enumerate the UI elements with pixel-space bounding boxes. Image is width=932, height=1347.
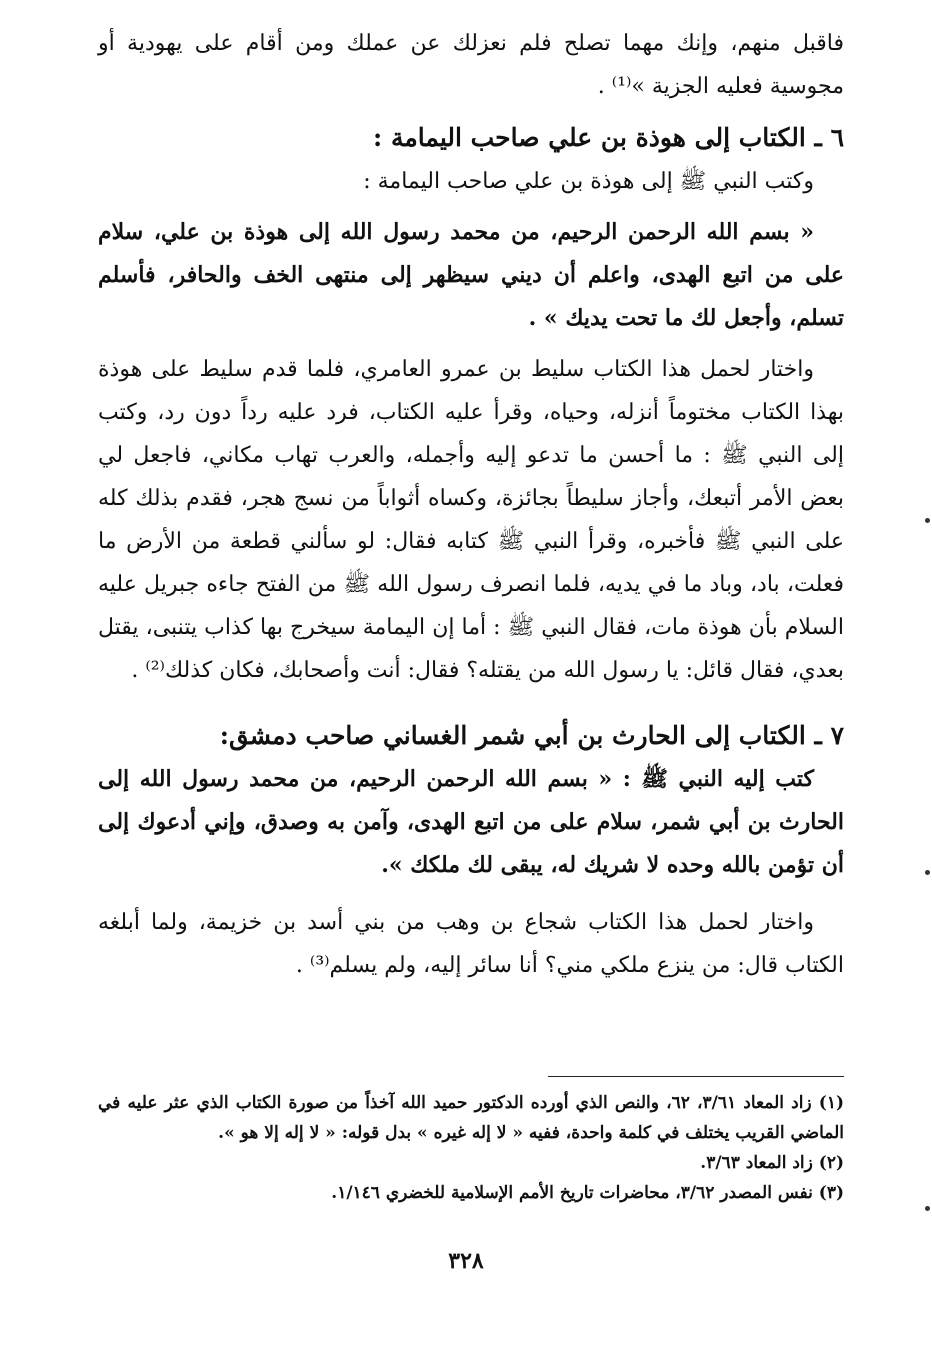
section-7-heading: ٧ ـ الكتاب إلى الحارث بن أبي شمر الغساني صاحب دمشق: [219,721,844,750]
footnote-divider [548,1076,844,1077]
section-7-narrative: واختار لحمل هذا الكتاب شجاع بن وهب من بني أسد بن خزيمة، ولما أبلغه الكتاب قال: من ينزع ملكي مني؟ أنا سائر إليه، ولم يسلم⁽³⁾ . [98,910,844,978]
margin-speck [925,518,930,523]
section-6-letter: « بسم الله الرحمن الرحيم، من محمد رسول الله إلى هوذة بن علي، سلام على من اتبع الهدى، واعلم أن ديني سيظهر إلى منتهى الخف والحافر، فأسلم تسلم، وأجعل لك ما تحت يديك » . [98,219,844,331]
page-number: ٣٢٨ [448,1248,484,1274]
footnote-2: (٢) زاد المعاد ٣/٦٣. [700,1153,844,1173]
page-body [98,22,844,987]
section-7-letter: كتب إليه النبي ﷺ : « بسم الله الرحمن الرحيم، من محمد رسول الله إلى الحارث بن أبي شمر، سلام على من اتبع الهدى، وآمن به وصدق، وإني أدعوك إلى أن تؤمن بالله وحده لا شريك له، يبقى لك ملكك ». [98,766,844,878]
footnotes [98,1088,844,1208]
section-6-lead: وكتب النبي ﷺ إلى هوذة بن علي صاحب اليمامة : [363,169,814,194]
margin-speck [925,1206,930,1211]
section-6-narrative: واختار لحمل هذا الكتاب سليط بن عمرو العامري، فلما قدم سليط على هوذة بهذا الكتاب مختوماً أنزله، وحياه، وقرأ عليه الكتاب، فرد عليه رداً دون رد، وكتب إلى النبي ﷺ : ما أحسن ما تدعو إليه وأجمله، والعرب تهاب مكاني، فاجعل لي بعض الأمر أتبعك، وأجاز سليطاً بجائزة، وكساه أثواباً من نسج هجر، فقدم بذلك كله على النبي ﷺ فأخبره، وقرأ النبي ﷺ كتابه فقال: لو سألني قطعة من الأرض ما فعلت، باد، وباد ما في يديه، فلما انصرف رسول الله ﷺ من الفتح جاءه جبريل عليه السلام بأن هوذة مات، فقال النبي ﷺ : أما إن اليمامة سيخرج بها كذاب يتنبى، يقتل بعدي، فقال قائل: يا رسول الله من يقتله؟ فقال: أنت وأصحابك، فكان كذلك⁽²⁾ . [98,357,844,683]
intro-paragraph: فاقبل منهم، وإنك مهما تصلح فلم نعزلك عن عملك ومن أقام على يهودية أو مجوسية فعليه الجزية »⁽¹⁾ . [98,31,844,99]
footnote-1: (١) زاد المعاد ٣/٦١، ٦٢، والنص الذي أورده الدكتور حميد الله آخذاً من صورة الكتاب الذي عثر عليه في الماضي القريب يختلف في كلمة واحدة، ففيه « لا إله غيره » بدل قوله: « لا إله إلا هو ». [98,1093,845,1143]
section-6-heading: ٦ ـ الكتاب إلى هوذة بن علي صاحب اليمامة : [373,123,844,152]
footnote-3: (٣) نفس المصدر ٣/٦٢، محاضرات تاريخ الأمم الإسلامية للخضري ١/١٤٦. [331,1183,844,1203]
margin-speck [925,870,930,875]
